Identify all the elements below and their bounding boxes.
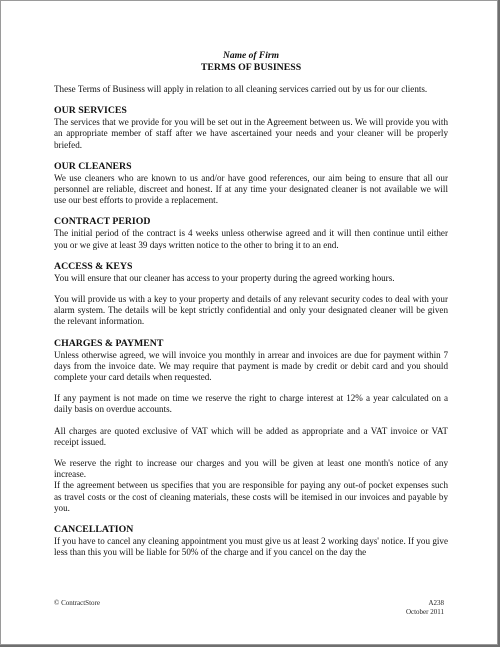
cancellation-paragraph: If you have to cancel any cleaning appointment you must give us at least 2 working days' notice. If you give less than this you will be liable for 50% of the charge and if you cancel on the day the <box>54 536 448 558</box>
heading-charges-payment: CHARGES & PAYMENT <box>54 337 164 349</box>
services-paragraph: The services that we provide for you will be set out in the Agreement between us. We will provide you with an appropriate member of staff after we have ascertained your needs and your cleaner will be properly briefed. <box>54 117 448 150</box>
firm-name: Name of Firm <box>223 51 279 61</box>
heading-access-keys: ACCESS & KEYS <box>54 260 133 272</box>
access-paragraph-1: You will ensure that our cleaner has access to your property during the agreed working hours. <box>54 272 395 283</box>
heading-our-services: OUR SERVICES <box>54 105 127 117</box>
intro-paragraph: These Terms of Business will apply in relation to all cleaning services carried out by us for our clients. <box>54 84 428 94</box>
cleaners-paragraph: We use cleaners who are known to us and/or have good references, our aim being to ensure that all our personnel are reliable, discreet and honest. If at any time your designated cleaner is not available we will use our best efforts to provide a replacement. <box>54 172 448 206</box>
footer-copyright: © ContractStore <box>54 599 100 607</box>
charges-paragraph-2: If any payment is not made on time we reserve the right to charge interest at 12% a year calculated on a daily basis on overdue accounts. <box>54 393 448 415</box>
footer-date: October 2011 <box>405 608 444 616</box>
charges-paragraph-1: Unless otherwise agreed, we will invoice you monthly in arrear and invoices are due for payment within 7 days from the invoice date. We may require that payment is made by credit or debit card and you should complete your card details when requested. <box>54 349 448 383</box>
access-paragraph-2: You will provide us with a key to your property and details of any relevant security codes to deal with your alarm system. The details will be kept strictly confidential and only your designated cleaner will be given the relevant information. <box>54 294 448 327</box>
footer-ref-code: A238 <box>428 599 444 607</box>
charges-paragraph-4: We reserve the right to increase our charges and you will be given at least one month's notice of any increase. <box>54 458 448 480</box>
contract-paragraph: The initial period of the contract is 4 weeks unless otherwise agreed and it will then continue until either you or we give at least 39 days written notice to the other to bring it to an end. <box>54 228 448 250</box>
document-title: TERMS OF BUSINESS <box>200 62 302 73</box>
document-body <box>54 51 448 558</box>
charges-paragraph-3: All charges are quoted exclusive of VAT which will be added as appropriate and a VAT invoice or VAT receipt issued. <box>54 425 448 447</box>
heading-cancellation: CANCELLATION <box>54 524 134 536</box>
footer-reference <box>406 599 444 617</box>
charges-paragraph-5: If the agreement between us specifies that you are responsible for paying any out-of pocket expenses such as travel costs or the cost of cleaning materials, these costs will be itemised in our invoices and payable by you. <box>54 480 448 513</box>
heading-contract-period: CONTRACT PERIOD <box>54 216 151 228</box>
heading-our-cleaners: OUR CLEANERS <box>54 160 132 172</box>
